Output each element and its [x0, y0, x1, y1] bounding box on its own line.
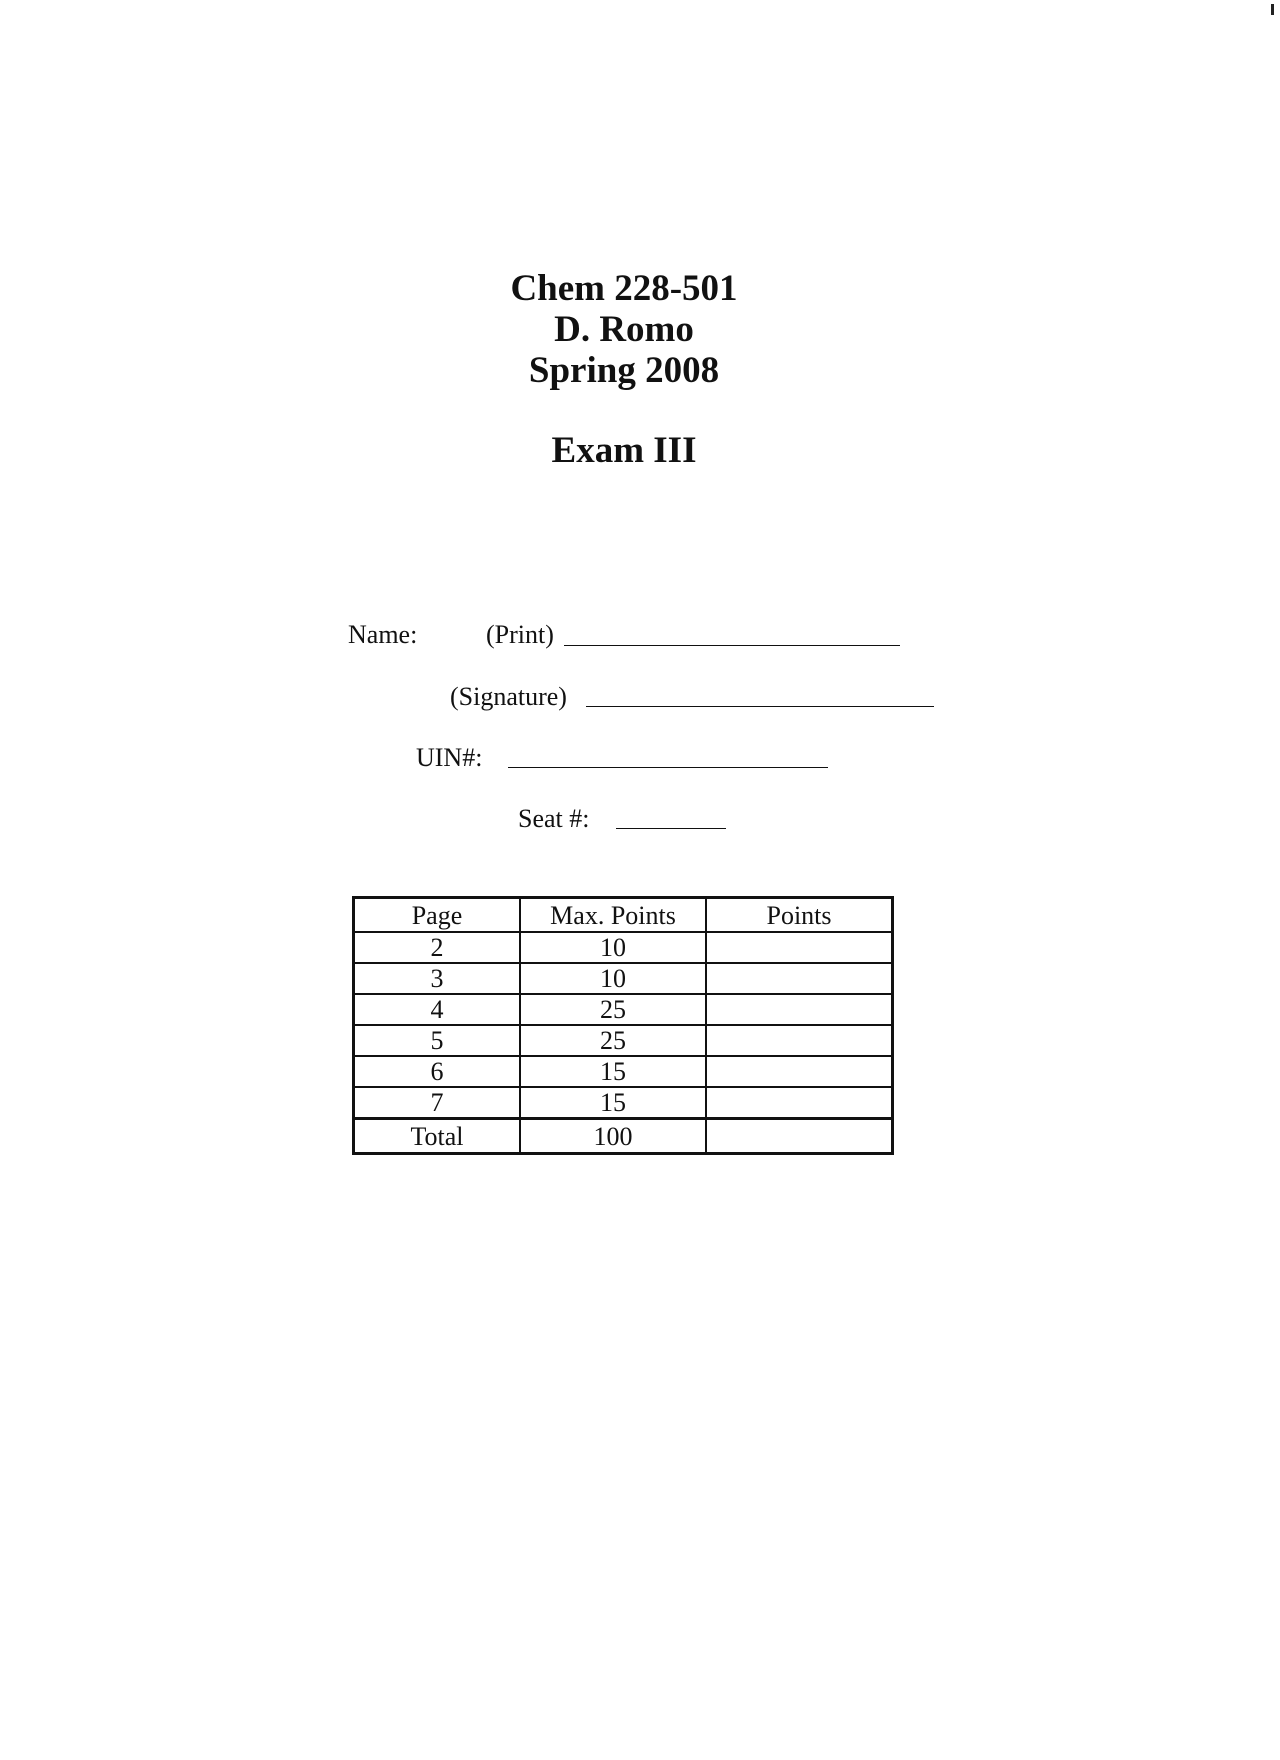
row-page: 6: [354, 1056, 521, 1087]
row-page: 7: [354, 1087, 521, 1119]
exam-title: Exam III: [551, 430, 697, 471]
course-title: Chem 228-501: [510, 268, 738, 309]
row-max-points: 10: [520, 932, 706, 963]
seat-label: Seat #:: [518, 804, 590, 833]
row-page: 2: [354, 932, 521, 963]
table-row: [354, 963, 893, 994]
row-page: 4: [354, 994, 521, 1025]
print-name-field[interactable]: [564, 645, 900, 646]
signature-label: (Signature): [450, 682, 567, 711]
uin-label: UIN#:: [416, 743, 483, 772]
row-points-cell[interactable]: [706, 932, 893, 963]
signature-field[interactable]: [586, 706, 934, 707]
total-label: Total: [354, 1119, 521, 1154]
row-max-points: 15: [520, 1087, 706, 1119]
term: Spring 2008: [528, 350, 720, 391]
table-row: [354, 994, 893, 1025]
score-table: [352, 896, 894, 1155]
instructor-name: D. Romo: [554, 309, 694, 350]
row-max-points: 25: [520, 1025, 706, 1056]
table-row: [354, 1087, 893, 1119]
table-row: [354, 1056, 893, 1087]
total-points-cell[interactable]: [706, 1119, 893, 1154]
table-header-row: [354, 898, 893, 933]
row-points-cell[interactable]: [706, 1025, 893, 1056]
table-row: [354, 932, 893, 963]
total-row: [354, 1119, 893, 1154]
row-max-points: 15: [520, 1056, 706, 1087]
seat-field[interactable]: [616, 828, 726, 829]
row-points-cell[interactable]: [706, 1087, 893, 1119]
table-row: [354, 1025, 893, 1056]
name-label: Name:: [348, 620, 418, 649]
row-max-points: 10: [520, 963, 706, 994]
header-page: Page: [354, 898, 521, 933]
row-points-cell[interactable]: [706, 963, 893, 994]
scan-mark: [1271, 4, 1274, 15]
row-max-points: 25: [520, 994, 706, 1025]
header-max-points: Max. Points: [520, 898, 706, 933]
row-page: 5: [354, 1025, 521, 1056]
course-header: [0, 268, 1248, 391]
row-points-cell[interactable]: [706, 1056, 893, 1087]
row-points-cell[interactable]: [706, 994, 893, 1025]
row-page: 3: [354, 963, 521, 994]
uin-field[interactable]: [508, 767, 828, 768]
total-max-points: 100: [520, 1119, 706, 1154]
print-label: (Print): [486, 620, 554, 649]
header-points: Points: [706, 898, 893, 933]
